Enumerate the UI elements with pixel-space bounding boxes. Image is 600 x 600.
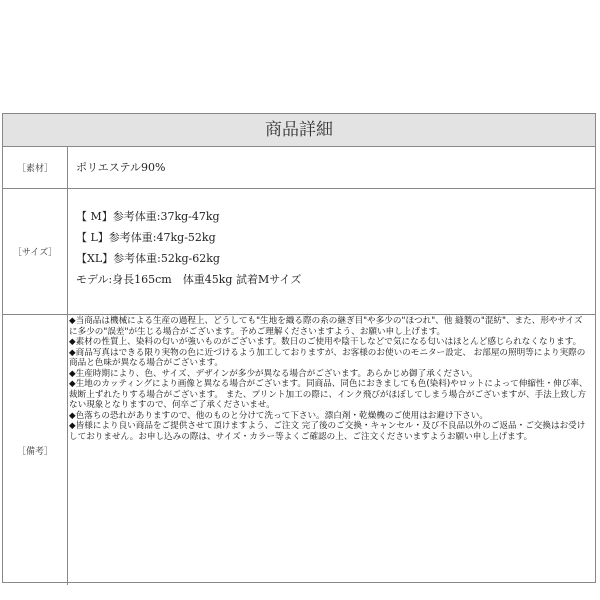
notes-row <box>3 315 595 585</box>
size-line-xl: 【XL】参考体重:52kg-62kg <box>76 252 220 265</box>
notes-label: ［備考］ <box>3 315 68 585</box>
material-row <box>3 147 595 189</box>
note-item: ◆商品写真はできる限り実物の色に近づけるよう加工しておりますが、お客様のお使いのモニター設定、 お部屋の照明等により実際の商品と色味が異なる場合がございます。 <box>69 347 586 369</box>
note-item: ◆生地のカッティングにより画像と異なる場合がございます。同商品、同色におきましても色(染料)やロットによって伸縮性・伸び率、裁断上ずれたりする場合がございます。 また、プリント加工の際に、インク飛びがほぼしてしまう場合がございますが、手法上致し方ない現象となりますので、何卒ご了承くださいませ。 <box>69 379 588 411</box>
size-label: ［サイズ］ <box>3 189 68 314</box>
size-values <box>68 189 595 314</box>
material-label: ［素材］ <box>3 147 68 188</box>
note-item: ◆色落ちの恐れがありますので、他のものと分けて洗って下さい。漂白剤・乾燥機のご使用はお避け下さい。 <box>69 410 488 421</box>
size-line-m: 【 M】参考体重:37kg-47kg <box>76 210 220 223</box>
table-title: 商品詳細 <box>3 114 595 147</box>
notes-text <box>68 315 595 585</box>
note-item: ◆素材の性質上、染料の匂いが強いものがございます。数日のご使用や陰干しなどで気になる匂いはほとんど感じられなくなります。 <box>69 337 582 348</box>
model-info: モデル:身長165cm 体重45kg 試着Mサイズ <box>76 273 302 286</box>
material-value: ポリエステル90% <box>76 161 166 174</box>
product-details-table <box>2 113 596 583</box>
size-line-l: 【 L】参考体重:47kg-52kg <box>76 231 216 244</box>
note-item: ◆当商品は機械による生産の過程上、どうしても"生地を織る際の糸の継ぎ目"や多少の"ほつれ"、他 縫製の"混紡"、また、形やサイズに多少の"誤差"が生じる場合がございます。予めご理解くださいますよう、お願い申し上げます。 <box>69 316 583 337</box>
size-row <box>3 189 595 315</box>
note-item: ◆生産時期により、色、サイズ、デザインが多少が異なる場合がございます。あらかじめ御了承ください。 <box>69 368 478 379</box>
note-item: ◆皆様により良い商品をご提供させて頂けますよう、ご注文 完了後のご交換・キャンセル・及び不良品以外のご返品・ご交換はお受けしておりません。お申し込みの際は、サイズ・カラー等よくご確認の上、ご注文くださいますようお願い申し上げます。 <box>69 421 586 443</box>
